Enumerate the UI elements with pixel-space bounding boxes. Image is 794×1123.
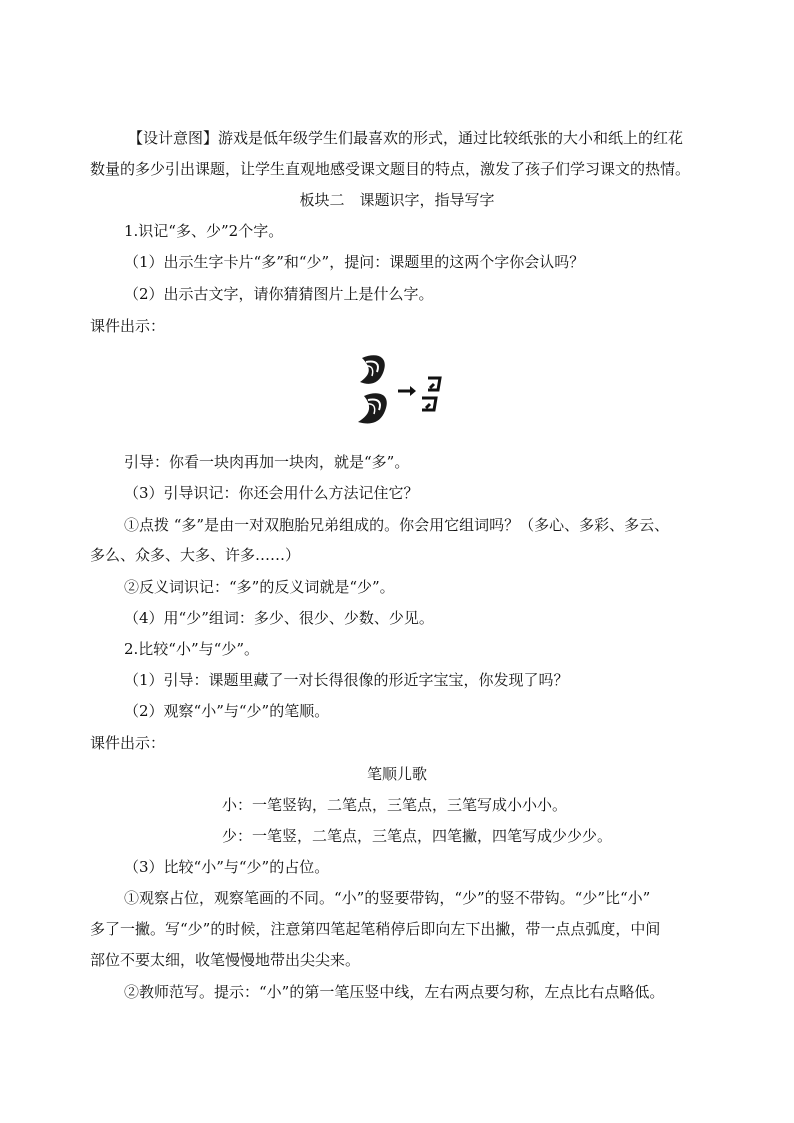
item-1-title: 1.识记“多、少”2个字。	[124, 222, 284, 240]
ancient-duo-glyph-icon	[422, 378, 440, 410]
teacher-demo: ②教师范写。提示：“小”的第一笔压竖中线，左右两点要匀称，左点比右点略低。	[124, 983, 665, 1001]
item-2-sub-2: （2）观察“小”与“少”的笔顺。	[124, 702, 330, 720]
ancient-character-svg	[350, 352, 450, 432]
item-2-sub-3: （3）比较“小”与“少”的占位。	[124, 858, 330, 876]
rhyme-title: 笔顺儿歌	[366, 765, 427, 783]
ancient-character-figure	[350, 352, 450, 432]
observation-line-3: 部位不要太细，收笔慢慢地带出尖尖来。	[90, 951, 361, 969]
guide-text: 引导：你看一块肉再加一块肉，就是“多”。	[124, 453, 410, 471]
item-1-sub-1: （1）出示生字卡片“多”和“少”，提问：课题里的这两个字你会认吗？	[124, 253, 585, 271]
arrow-icon	[398, 386, 416, 396]
item-1-sub-4: （4）用“少”组词：多少、很少、少数、少见。	[124, 609, 434, 627]
item-1-sub-2: （2）出示古文字，请你猜猜图片上是什么字。	[124, 285, 434, 303]
rhyme-line-1: 小：一笔竖钩，二笔点，三笔点，三笔写成小小小。	[222, 796, 568, 814]
design-intent-line-2: 数量的多少引出课题，让学生直观地感受课文题目的特点，激发了孩子们学习课文的热情。	[90, 160, 691, 178]
item-2-sub-1: （1）引导：课题里藏了一对长得很像的形近字宝宝，你发现了吗？	[124, 671, 569, 689]
rhyme-line-2: 少：一笔竖，二笔点，三笔点，四笔撇，四笔写成少少少。	[222, 827, 613, 845]
point-1-line-2: 多么、众多、大多、许多……）	[90, 546, 301, 564]
observation-line-1: ①观察占位，观察笔画的不同。“小”的竖要带钩，“少”的竖不带钩。“少”比“小”	[124, 889, 651, 907]
two-pieces-of-meat-icon	[358, 355, 387, 423]
section-title: 板块二 课题识字，指导写字	[299, 191, 495, 209]
item-1-sub-3: （3）引导识记：你还会用什么方法记住它？	[124, 484, 419, 502]
courseware-label-1: 课件出示：	[90, 317, 166, 335]
courseware-label-2: 课件出示：	[90, 734, 166, 752]
item-2-title: 2.比较“小”与“少”。	[124, 640, 259, 658]
point-1-line-1: ①点拨 “多”是由一对双胞胎兄弟组成的。你会用它组词吗？（多心、多彩、多云、	[124, 516, 670, 534]
design-intent-line-1: 【设计意图】游戏是低年级学生们最喜欢的形式，通过比较纸张的大小和纸上的红花	[128, 129, 684, 147]
observation-line-2: 多了一撇。写“少”的时候，注意第四笔起笔稍停后即向左下出撇，带一点点弧度，中间	[90, 920, 661, 938]
point-2: ②反义词识记：“多”的反义词就是“少”。	[124, 578, 395, 596]
